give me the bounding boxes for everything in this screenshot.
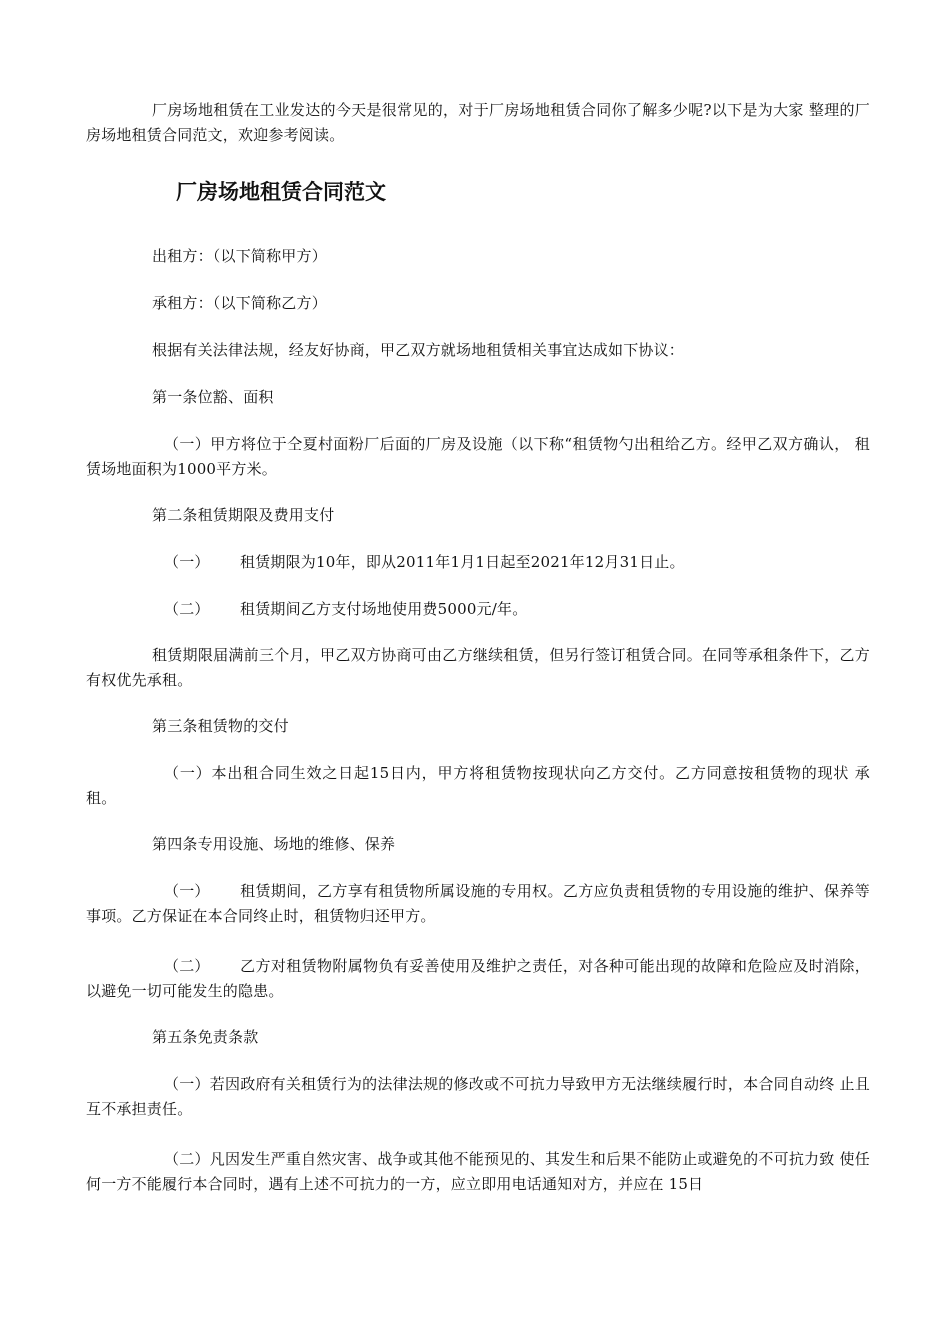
article-2-heading: 第二条租赁期限及费用支付 xyxy=(152,506,335,524)
preamble: 根据有关法律法规，经友好协商，甲乙双方就场地租赁相关事宜达成如下协议： xyxy=(152,341,685,359)
article-2-note: 租赁期限届满前三个月，甲乙双方协商可由乙方继续租赁，但另行签订租赁合同。在同等承租条件下，乙方有权优先承租。 xyxy=(86,646,870,689)
article-5-item-2: （二）凡因发生严重自然灾害、战争或其他不能预见的、其发生和后果不能防止或避免的不可抗力致 使任何一方不能履行本合同时，遇有上述不可抗力的一方，应立即用电话通知对方，并应在 15日 xyxy=(86,1150,870,1193)
item-text: 租赁期间乙方支付场地使用费5000元/年。 xyxy=(240,600,528,618)
article-5-item-1: （一）若因政府有关租赁行为的法律法规的修改或不可抗力导致甲方无法继续履行时，本合同自动终 止且互不承担责任。 xyxy=(86,1075,870,1118)
item-number: （二） xyxy=(164,600,210,618)
article-2-item-2 xyxy=(86,597,870,622)
article-4-item-2 xyxy=(86,954,870,1004)
article-1-item-1: （一）甲方将位于仝夏村面粉厂后面的厂房及设施（以下称“租赁物勺出租给乙方。经甲乙双方确认， 租赁场地面积为1000平方米。 xyxy=(86,435,870,478)
item-number: （一） xyxy=(164,553,210,571)
item-number: （一） xyxy=(164,882,210,900)
article-1-heading: 第一条位豁、面积 xyxy=(152,388,274,406)
article-4-heading: 第四条专用设施、场地的维修、保养 xyxy=(152,835,396,853)
article-3-item-1: （一）本出租合同生效之日起15日内，甲方将租赁物按现状向乙方交付。乙方同意按租赁物的现状 承租。 xyxy=(86,764,870,807)
lessee-line: 承租方：（以下简称乙方） xyxy=(152,294,327,312)
article-4-item-1 xyxy=(86,879,870,929)
item-text: 乙方对租赁物附属物负有妥善使用及维护之责任，对各种可能出现的故障和危险应及时消除， 以避免一切可能发生的隐患。 xyxy=(86,957,870,1000)
article-5-heading: 第五条免责条款 xyxy=(152,1028,259,1046)
item-text: 租赁期间，乙方享有租赁物所属设施的专用权。乙方应负责租赁物的专用设施的维护、保养等 事项。乙方保证在本合同终止时，租赁物归还甲方。 xyxy=(86,882,870,925)
item-text: 租赁期限为10年，即从2011年1月1日起至2021年12月31日止。 xyxy=(240,553,685,571)
article-3-heading: 第三条租赁物的交付 xyxy=(152,717,289,735)
item-number: （二） xyxy=(164,957,210,975)
lessor-line: 出租方：（以下简称甲方） xyxy=(152,247,327,265)
article-2-item-1 xyxy=(86,550,870,575)
document-title: 厂房场地租赁合同范文 xyxy=(176,180,386,204)
intro-paragraph: 厂房场地租赁在工业发达的今天是很常见的，对于厂房场地租赁合同你了解多少呢?以下是为大家 整理的厂房场地租赁合同范文，欢迎参考阅读。 xyxy=(86,101,870,144)
